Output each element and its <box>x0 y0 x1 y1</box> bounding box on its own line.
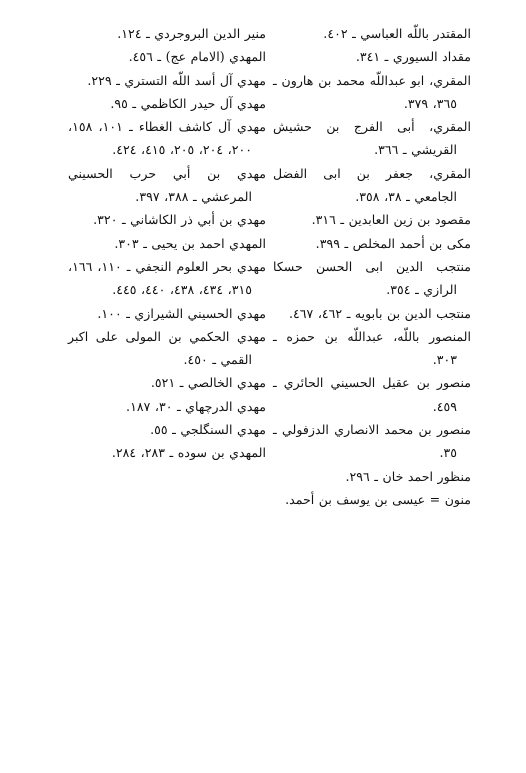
index-entry: منصور بن محمد الانصاري الدزفولي ـ ٣٥. <box>273 422 471 461</box>
index-entry: المهدي بن سوده ـ ٢٨٣، ٢٨٤. <box>111 445 266 461</box>
index-column-left <box>68 22 266 465</box>
index-entry: منظور احمد خان ـ ٢٩٦. <box>345 468 471 484</box>
index-entry: مهدي بن أبي ذر الكاشاني ـ ٣٢٠. <box>93 212 266 228</box>
index-entry: مهدي الخالصي ـ ٥٢١. <box>150 375 266 391</box>
index-entry: مهدي بن أبي حرب الحسيني المرعشي ـ ٣٨٨، ٣٩٧. <box>68 165 266 205</box>
index-entry: المقري، أبى الفرج بن حشيش القريشي ـ ٣٦٦. <box>273 119 471 158</box>
index-entry: منير الدين البروجردي ـ ١٢٤. <box>117 26 266 41</box>
index-entry: المقري، ابو عبداللّه محمد بن هارون ـ ٣٦٥، ٣٧٩. <box>273 72 471 111</box>
index-entry: مكى بن أحمد المخلص ـ ٣٩٩. <box>315 235 471 251</box>
index-entry: المقري، جعفر بن ابى الفضل الجامعي ـ ٣٨، ٣٥٨. <box>273 165 471 205</box>
index-entry: منتجب الدين ابى الحسن حسكا الرازي ـ ٣٥٤. <box>273 258 471 298</box>
index-entry: مهدي الدرچهاي ـ ٣٠، ١٨٧. <box>126 398 266 414</box>
index-entry: المهدي (الامام عج) ـ ٤٥٦. <box>128 49 266 65</box>
index-entry: مهدي آل حيدر الكاظمي ـ ٩٥. <box>110 95 266 111</box>
index-column-right <box>273 22 471 511</box>
index-entry: مهدي آل أسد اللّه التستري ـ ٢٢٩. <box>87 72 266 88</box>
index-entry: مهدي بحر العلوم النجفي ـ ١١٠، ١٦٦، ٣١٥، ٤٣٤، ٤٣٨، ٤٤٠، ٤٤٥. <box>68 258 266 298</box>
index-entry: منصور بن عقيل الحسيني الحائري ـ ٤٥٩. <box>273 375 471 414</box>
index-entry: المهدي احمد بن يحيى ـ ٣٠٣. <box>114 235 266 251</box>
index-entry: المنصور باللّه، عبداللّه بن حمزه ـ ٣٠٣. <box>273 328 471 368</box>
index-entry: المقتدر باللّه العباسي ـ ٤٠٢. <box>323 26 471 41</box>
index-entry: مهدي السنگلجي ـ ٥٥. <box>150 422 266 438</box>
index-entry: منون = عيسى بن يوسف بن أحمد. <box>285 491 471 507</box>
index-entry: مهدي آل كاشف الغطاء ـ ١٠١، ١٥٨، ٢٠٠، ٢٠٤، ٢٠٥، ٤١٥، ٤٢٤. <box>68 119 266 158</box>
index-entry: مقصود بن زين العابدين ـ ٣١٦. <box>311 212 471 228</box>
index-entry: مهدي الحكمي بن المولى على اكبر القمي ـ ٤٥٠. <box>68 328 266 368</box>
index-entry: منتجب الدين بن بابويه ـ ٤٦٢، ٤٦٧. <box>289 305 471 321</box>
index-entry: مهدي الحسيني الشيرازي ـ ١٠٠. <box>97 305 266 321</box>
index-entry: مقداد السيوري ـ ٣٤١. <box>355 49 471 65</box>
